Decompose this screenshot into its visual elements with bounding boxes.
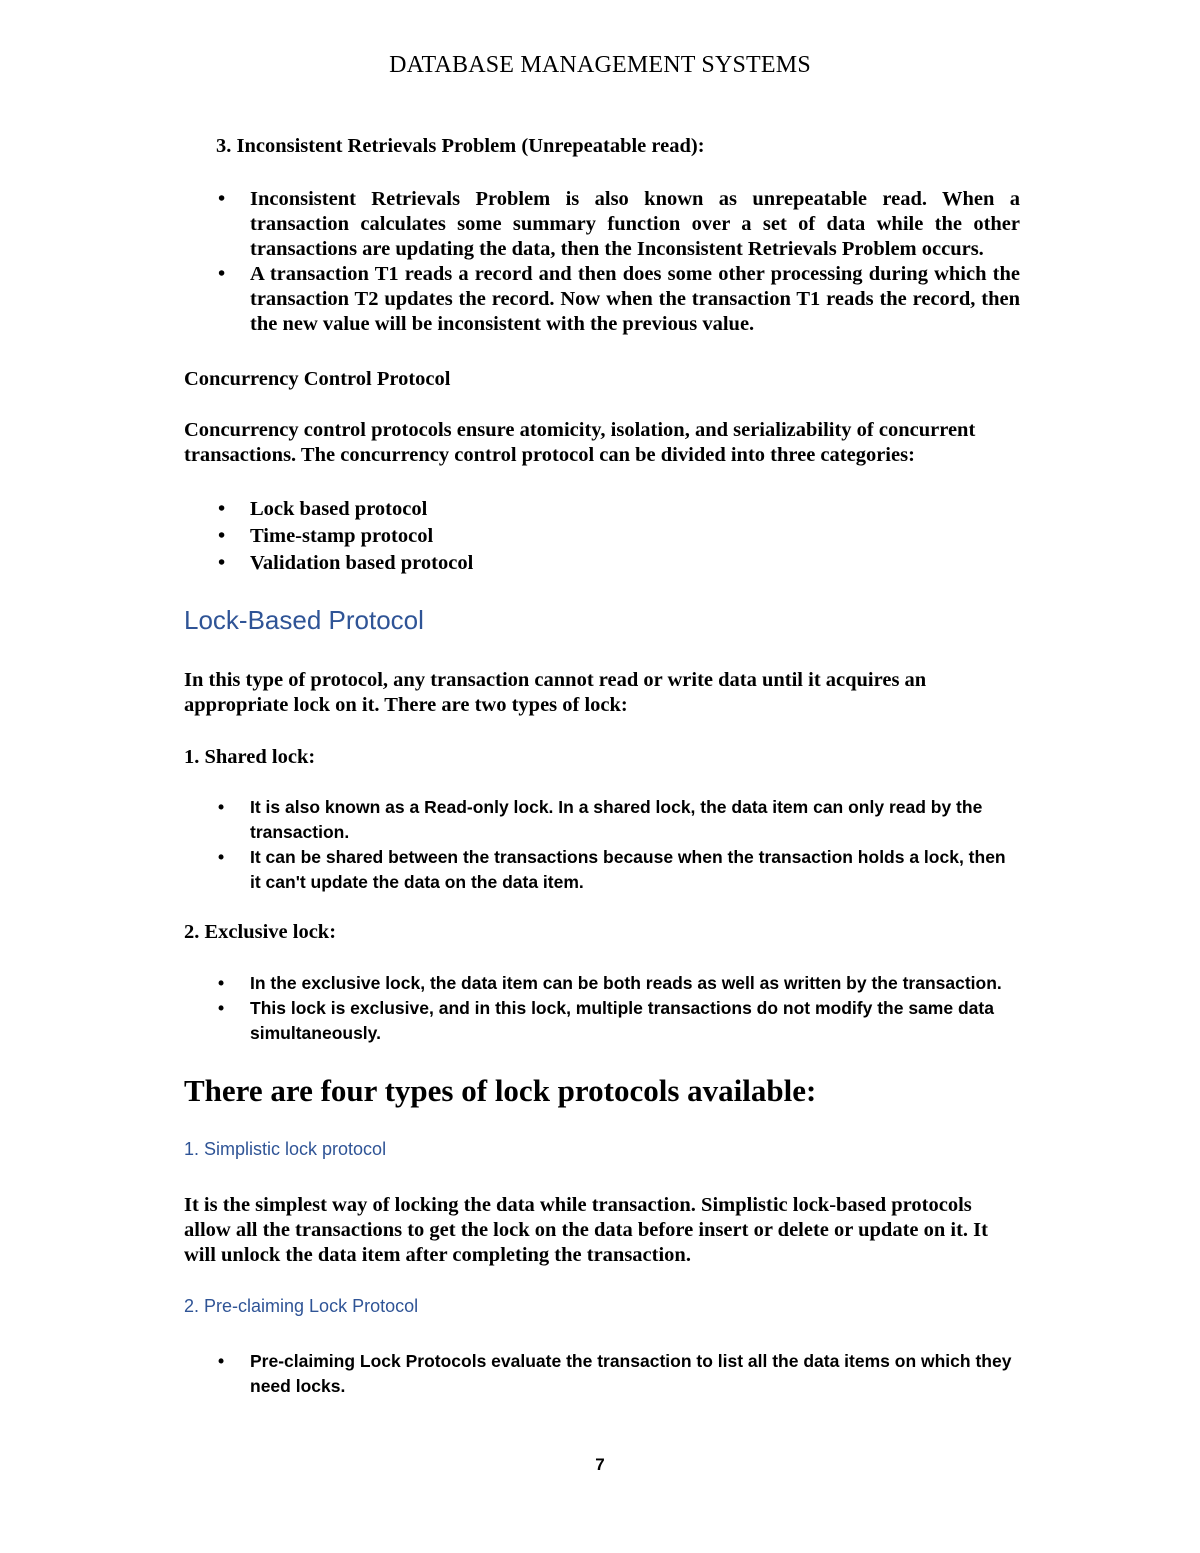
lock-based-section: [184, 604, 1020, 636]
shared-lock-heading-wrap: [184, 745, 1020, 770]
ccp-heading: Concurrency Control Protocol: [184, 368, 451, 390]
exclusive-lock-list: [184, 971, 1020, 1046]
list-item-text: It can be shared between the transactions because when the transaction holds a lock, then it can't update the data on the data item.: [250, 847, 1006, 892]
exclusive-lock-heading-wrap: [184, 920, 1020, 945]
bullet-icon: •: [218, 525, 226, 547]
preclaiming-list: [184, 1349, 1020, 1399]
simplistic-heading: 1. Simplistic lock protocol: [184, 1139, 387, 1159]
bullet-icon: •: [218, 552, 226, 574]
list-item: [184, 1349, 1020, 1399]
four-types-heading: There are four types of lock protocols available:: [184, 1073, 817, 1108]
lock-based-intro-wrap: [184, 668, 1020, 718]
bullet-icon: •: [218, 1351, 225, 1371]
list-item-text: This lock is exclusive, and in this lock, multiple transactions do not modify the same data simultaneously.: [250, 998, 994, 1043]
list-item: [184, 262, 1020, 337]
simplistic-heading-wrap: [184, 1137, 1020, 1161]
list-item-text: A transaction T1 reads a record and then does some other processing during which the transaction T2 updates the record. Now when the transaction T1 reads the record, then the new value will be inconsistent with the previous value.: [250, 263, 1020, 335]
page-number: 7: [595, 1455, 605, 1474]
list-item-text: In the exclusive lock, the data item can be both reads as well as written by the transaction.: [250, 973, 1002, 993]
bullet-icon: •: [218, 998, 225, 1018]
inconsistent-retrievals-list: [184, 187, 1020, 337]
list-item-text: Time-stamp protocol: [250, 525, 434, 547]
ccp-section: [184, 367, 1020, 392]
list-item-text: Pre-claiming Lock Protocols evaluate the transaction to list all the data items on which they need locks.: [250, 1351, 1012, 1396]
exclusive-lock-list-wrap: [184, 971, 1020, 1046]
bullet-icon: •: [218, 847, 225, 867]
bullet-icon: •: [218, 797, 225, 817]
preclaiming-heading: 2. Pre-claiming Lock Protocol: [184, 1296, 419, 1316]
shared-lock-list-wrap: [184, 795, 1020, 895]
exclusive-lock-heading: 2. Exclusive lock:: [184, 921, 337, 943]
lock-based-heading: Lock-Based Protocol: [184, 605, 424, 635]
list-item-text: It is also known as a Read-only lock. In a shared lock, the data item can only read by the transaction.: [250, 797, 983, 842]
four-types-section: [184, 1072, 1020, 1110]
inconsistent-retrievals-heading: 3. Inconsistent Retrievals Problem (Unrepeatable read):: [216, 135, 705, 157]
ccp-list-wrap: [184, 496, 1020, 577]
inconsistent-retrievals-section: [216, 134, 1016, 159]
ccp-list: [184, 496, 1020, 577]
list-item: [184, 523, 1020, 550]
list-item: [184, 496, 1020, 523]
list-item: [184, 845, 1020, 895]
ccp-intro: Concurrency control protocols ensure atomicity, isolation, and serializability of concurrent transactions. The concurrency control protocol can be divided into three categories:: [184, 419, 976, 466]
list-item-text: Inconsistent Retrievals Problem is also known as unrepeatable read. When a transaction calculates some summary function over a set of data while the other transactions are updating the data, then the Inconsistent Retrievals Problem occurs.: [250, 188, 1020, 260]
list-item: [184, 971, 1020, 996]
running-header: DATABASE MANAGEMENT SYSTEMS: [389, 52, 811, 78]
list-item: [184, 187, 1020, 262]
list-item: [184, 795, 1020, 845]
list-item-text: Validation based protocol: [250, 552, 474, 574]
list-item: [184, 996, 1020, 1046]
ccp-intro-wrap: [184, 418, 1020, 468]
shared-lock-heading: 1. Shared lock:: [184, 746, 316, 768]
list-item: [184, 550, 1020, 577]
preclaiming-list-wrap: [184, 1349, 1020, 1399]
bullet-icon: •: [218, 973, 225, 993]
simplistic-body: It is the simplest way of locking the data while transaction. Simplistic lock-based protocols allow all the transactions to get the lock on the data before insert or delete or update on it. It will unlock the data item after completing the transaction.: [184, 1194, 988, 1266]
bullet-icon: •: [218, 498, 226, 520]
simplistic-body-wrap: [184, 1193, 1020, 1268]
list-item-text: Lock based protocol: [250, 498, 428, 520]
lock-based-intro: In this type of protocol, any transaction cannot read or write data until it acquires an appropriate lock on it. There are two types of lock:: [184, 669, 927, 716]
preclaiming-heading-wrap: [184, 1294, 1020, 1318]
inconsistent-retrievals-list-wrap: [184, 187, 1020, 337]
bullet-icon: •: [218, 263, 226, 285]
shared-lock-list: [184, 795, 1020, 895]
bullet-icon: •: [218, 188, 226, 210]
